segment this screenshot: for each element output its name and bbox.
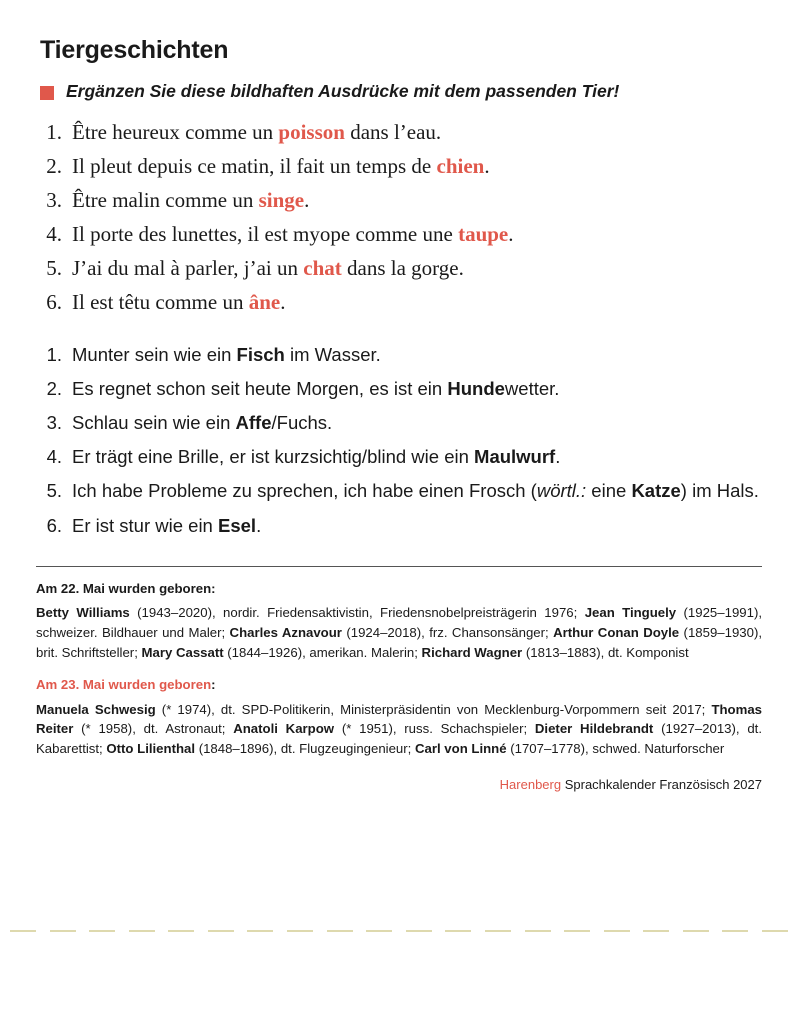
perforation-dash bbox=[10, 930, 36, 932]
highlighted-animal-word: âne bbox=[248, 289, 281, 314]
perforation-dash bbox=[208, 930, 234, 932]
page-title: Tiergeschichten bbox=[40, 36, 229, 64]
list-item-text: Er trägt eine Brille, er ist kurzsichtig/blind wie ein Maulwurf. bbox=[72, 446, 561, 468]
list-item-text: Ich habe Probleme zu sprechen, ich habe einen Frosch (wörtl.: eine Katze) im Hals. bbox=[72, 480, 759, 502]
highlighted-animal-word: taupe bbox=[458, 221, 509, 246]
perforation-dash bbox=[445, 930, 471, 932]
list-item-number: 4. bbox=[46, 221, 62, 246]
list-item-text bbox=[72, 251, 464, 285]
perforation-dash bbox=[406, 930, 432, 932]
perforation-dash bbox=[89, 930, 115, 932]
sentence-prefix: J’ai du mal à parler, j’ai un bbox=[72, 255, 304, 280]
section-divider bbox=[36, 566, 762, 567]
sentence-prefix: Être malin comme un bbox=[72, 187, 259, 212]
list-item-text: Es regnet schon seit heute Morgen, es ist ein Hundewetter. bbox=[72, 378, 560, 400]
perforation-line bbox=[0, 930, 798, 932]
perforation-dash bbox=[683, 930, 709, 932]
sentence-suffix: dans l’eau. bbox=[344, 119, 442, 144]
sentence-prefix: Il pleut depuis ce matin, il fait un temps de bbox=[72, 153, 437, 178]
list-item bbox=[36, 409, 762, 437]
square-bullet-icon bbox=[40, 86, 54, 100]
list-item-number: 1. bbox=[46, 343, 62, 365]
perforation-dash bbox=[762, 930, 788, 932]
highlighted-animal-word: singe bbox=[258, 187, 305, 212]
perforation-dash bbox=[643, 930, 669, 932]
list-item-text: Er ist stur wie ein Esel. bbox=[72, 514, 262, 536]
perforation-dash bbox=[604, 930, 630, 932]
births-heading: Am 22. Mai wurden geboren: bbox=[36, 580, 216, 596]
footer-brand: Harenberg bbox=[499, 777, 562, 792]
births-heading-colon: : bbox=[211, 676, 216, 692]
list-item-number: 1. bbox=[46, 119, 62, 144]
list-item-number: 3. bbox=[46, 412, 62, 434]
list-item-text: Schlau sein wie ein Affe/Fuchs. bbox=[72, 412, 333, 434]
list-item-text bbox=[72, 115, 441, 149]
list-item-text bbox=[72, 285, 285, 319]
sentence-prefix: Être heureux comme un bbox=[72, 119, 279, 144]
highlighted-animal-word: chat bbox=[303, 255, 342, 280]
births-text: Manuela Schwesig (* 1974), dt. SPD-Politikerin, Ministerpräsidentin von Mecklenburg-Vorpommern seit 2017; Thomas Reiter (* 1958), dt. Astronaut; Anatoli Karpow (* 1951), russ. Schachspieler; Dieter Hildebrandt (1927–2013), dt. Kabarettist; Otto Lilienthal (1848–1896), dt. Flugzeugingenieur; Carl von Linné (1707–1778), schwed. Naturforscher bbox=[36, 701, 762, 757]
list-item-text bbox=[72, 183, 309, 217]
list-item-number: 3. bbox=[46, 187, 62, 212]
highlighted-animal-word: chien bbox=[436, 153, 485, 178]
list-item bbox=[36, 217, 762, 251]
task-instruction bbox=[40, 81, 762, 103]
births-section bbox=[36, 579, 762, 759]
perforation-dash bbox=[366, 930, 392, 932]
list-item bbox=[36, 512, 762, 540]
perforation-dash bbox=[129, 930, 155, 932]
list-item-number: 5. bbox=[46, 480, 62, 502]
list-item bbox=[36, 115, 762, 149]
list-item bbox=[36, 183, 762, 217]
list-item bbox=[36, 251, 762, 285]
list-item bbox=[36, 285, 762, 319]
footer bbox=[36, 777, 762, 792]
list-item-number: 2. bbox=[46, 153, 62, 178]
sentence-suffix: dans la gorge. bbox=[341, 255, 464, 280]
list-item-text: Munter sein wie ein Fisch im Wasser. bbox=[72, 343, 381, 365]
highlighted-animal-word: poisson bbox=[278, 119, 345, 144]
births-heading-text: Am 23. Mai wurden geboren bbox=[36, 676, 212, 692]
list-item-number: 6. bbox=[46, 514, 62, 536]
list-item-text bbox=[72, 149, 490, 183]
perforation-dash bbox=[287, 930, 313, 932]
german-solution-list bbox=[36, 341, 762, 540]
list-item bbox=[36, 341, 762, 369]
list-item bbox=[36, 477, 762, 505]
list-item bbox=[36, 375, 762, 403]
perforation-dash bbox=[327, 930, 353, 932]
list-item-number: 6. bbox=[46, 289, 62, 314]
sentence-suffix: . bbox=[304, 187, 310, 212]
list-item bbox=[36, 149, 762, 183]
perforation-dash bbox=[485, 930, 511, 932]
sentence-prefix: Il est têtu comme un bbox=[72, 289, 249, 314]
sentence-suffix: . bbox=[280, 289, 286, 314]
sentence-prefix: Il porte des lunettes, il est myope comme une bbox=[72, 221, 459, 246]
perforation-dash bbox=[722, 930, 748, 932]
task-instruction-text: Ergänzen Sie diese bildhaften Ausdrücke mit dem passenden Tier! bbox=[66, 81, 620, 101]
list-item bbox=[36, 443, 762, 471]
list-item-text bbox=[72, 217, 514, 251]
births-text: Betty Williams (1943–2020), nordir. Friedensaktivistin, Friedensnobelpreisträgerin 1976; Jean Tinguely (1925–1991), schweizer. Bildhauer und Maler; Charles Aznavour (1924–2018), frz. Chansonsänger; Arthur Conan Doyle (1859–1930), brit. Schriftsteller; Mary Cassatt (1844–1926), amerikan. Malerin; Richard Wagner (1813–1883), dt. Komponist bbox=[36, 605, 763, 661]
french-exercise-list bbox=[36, 115, 762, 319]
perforation-dash bbox=[564, 930, 590, 932]
list-item-number: 4. bbox=[46, 446, 62, 468]
births-heading bbox=[36, 675, 762, 695]
footer-text: Sprachkalender Französisch 2027 bbox=[561, 777, 762, 792]
sentence-suffix: . bbox=[508, 221, 514, 246]
perforation-dash bbox=[168, 930, 194, 932]
list-item-number: 2. bbox=[46, 378, 62, 400]
list-item-number: 5. bbox=[46, 255, 62, 280]
perforation-dash bbox=[525, 930, 551, 932]
perforation-dash bbox=[247, 930, 273, 932]
sentence-suffix: . bbox=[484, 153, 490, 178]
perforation-dash bbox=[50, 930, 76, 932]
